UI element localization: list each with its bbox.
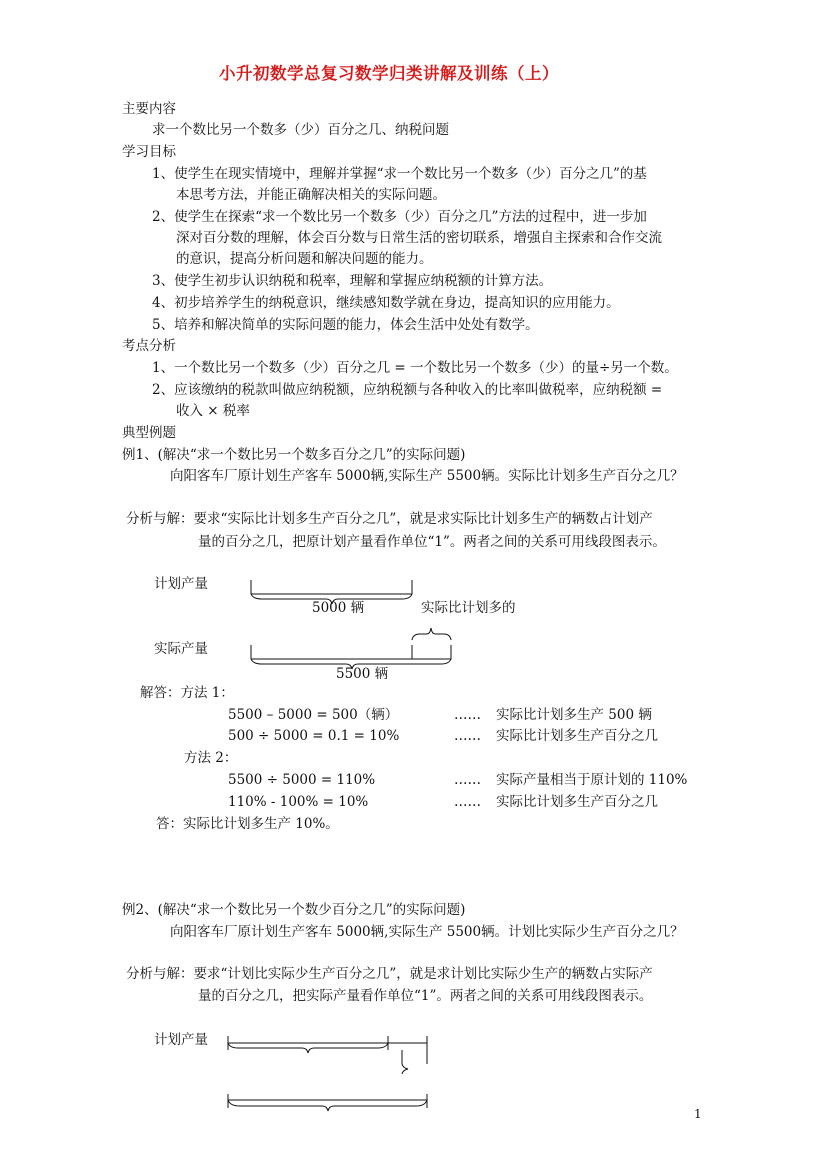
- example-2-analysis-line-1: 分析与解：要求“计划比实际少生产百分之几”，就是求计划比实际少生产的辆数占实际产: [126, 966, 653, 982]
- objective-2-line-3: 的意识，提高分析问题和解决问题的能力。: [176, 251, 433, 267]
- key-points-heading: 考点分析: [122, 338, 176, 354]
- objective-1-line-2: 本思考方法，并能正确解决相关的实际问题。: [176, 187, 446, 203]
- key-point-1: 1、一个数比另一个数多（少）百分之几 = 一个数比另一个数多（少）的量÷另一个数。: [152, 360, 678, 376]
- method-2-step-1-dots: ……: [454, 772, 481, 788]
- method-1-step-2-expr: 500 ÷ 5000 = 0.1 = 10%: [228, 728, 400, 744]
- examples-heading: 典型例题: [122, 425, 176, 441]
- main-content-heading: 主要内容: [122, 101, 176, 117]
- objective-4: 4、初步培养学生的纳税意识，继续感知数学就在身边，提高知识的应用能力。: [152, 295, 620, 311]
- example-2-problem: 向阳客车厂原计划生产客车 5000辆,实际生产 5500辆。计划比实际少生产百分之几？: [170, 924, 684, 940]
- method-1-step-2-dots: ……: [454, 728, 481, 744]
- diagram-1-actual-label: 实际产量: [154, 641, 208, 657]
- method-2-step-1-note: 实际产量相当于原计划的 110%: [496, 772, 688, 788]
- example-2-label: 例2、(解决“求一个数比另一个数少百分之几”的实际问题): [122, 902, 466, 918]
- objective-1-line-1: 1、使学生在现实情境中，理解并掌握“求一个数比另一个数多（少）百分之几”的基: [152, 166, 647, 182]
- objective-2-line-1: 2、使学生在探索“求一个数比另一个数多（少）百分之几”方法的过程中，进一步加: [152, 209, 647, 225]
- example-1-analysis-line-2: 量的百分之几，把原计划产量看作单位“1”。两者之间的关系可用线段图表示。: [198, 534, 666, 550]
- key-point-2-line-1: 2、应该缴纳的税款叫做应纳税额，应纳税额与各种收入的比率叫做税率，应纳税额 =: [152, 382, 663, 398]
- example-1-final-answer: 答：实际比计划多生产 10%。: [156, 816, 339, 832]
- method-2-step-2-dots: ……: [454, 794, 481, 810]
- example-1-analysis-line-1: 分析与解：要求“实际比计划多生产百分之几”，就是求实际比计划多生产的辆数占计划产: [126, 511, 653, 527]
- diagram-1-plan-label: 计划产量: [154, 576, 208, 592]
- objective-3: 3、使学生初步认识纳税和税率，理解和掌握应纳税额的计算方法。: [152, 273, 553, 289]
- example-2-analysis-line-2: 量的百分之几，把实际产量看作单位“1”。两者之间的关系可用线段图表示。: [198, 988, 653, 1004]
- key-point-2-line-2: 收入 × 税率: [176, 403, 250, 419]
- diagram-1-actual-amount: 5500 辆: [336, 666, 389, 682]
- main-content-text: 求一个数比另一个数多（少）百分之几、纳税问题: [152, 122, 449, 138]
- example-1-problem: 向阳客车厂原计划生产客车 5000辆,实际生产 5500辆。实际比计划多生产百分之几？: [170, 468, 684, 484]
- diagram-2-plan-label: 计划产量: [154, 1032, 208, 1048]
- diagram-1-plan-amount: 5000 辆: [312, 600, 365, 616]
- method-2-step-2-expr: 110% - 100% = 10%: [228, 794, 369, 810]
- objective-2-line-2: 深对百分数的理解，体会百分数与日常生活的密切联系，增强自主探索和合作交流: [176, 230, 662, 246]
- diagram-1-extra-label: 实际比计划多的: [421, 600, 516, 616]
- objective-5: 5、培养和解决简单的实际问题的能力，体会生活中处处有数学。: [152, 317, 539, 333]
- example-1-answer-label: 解答：方法 1：: [140, 685, 234, 701]
- method-1-step-2-note: 实际比计划多生产百分之几: [496, 728, 658, 744]
- page-title: 小升初数学总复习数学归类讲解及训练（上）: [219, 64, 559, 83]
- objectives-heading: 学习目标: [122, 144, 176, 160]
- method-1-step-1-note: 实际比计划多生产 500 辆: [496, 707, 652, 723]
- example-1-method-2-label: 方法 2：: [184, 750, 238, 766]
- method-2-step-1-expr: 5500 ÷ 5000 = 110%: [228, 772, 376, 788]
- example-1-label: 例1、(解决“求一个数比另一个数多百分之几”的实际问题): [122, 447, 466, 463]
- method-1-step-1-dots: ……: [454, 707, 481, 723]
- method-1-step-1-expr: 5500 – 5000 = 500（辆）: [228, 707, 399, 723]
- method-2-step-2-note: 实际比计划多生产百分之几: [496, 794, 658, 810]
- page-number: 1: [694, 1107, 702, 1121]
